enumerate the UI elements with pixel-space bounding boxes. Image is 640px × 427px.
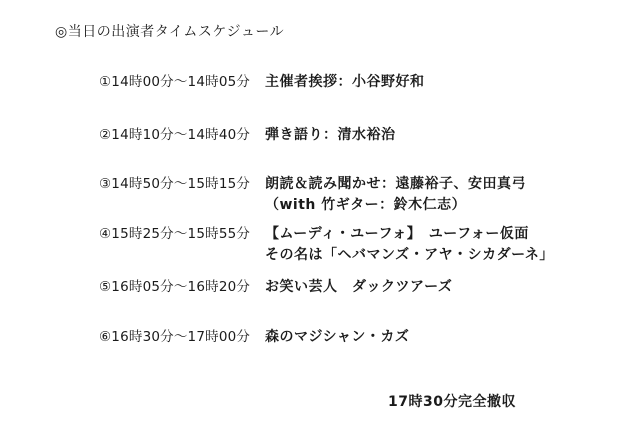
time-range: ③14時50分～15時15分 [99,176,251,192]
footer-note: 17時30分完全撤収 [388,394,516,410]
act-cell [265,174,526,216]
act-line-1: 朗読＆読み聞かせ：遠藤裕子、安田真弓 [265,176,526,192]
page-title: ◎当日の出演者タイムスケジュール [55,24,285,40]
time-range: ⑥16時30分～17時00分 [99,329,251,345]
act-cell [265,327,409,348]
time-range: ⑤16時05分～16時20分 [99,279,251,295]
act-line-1: 【ムーディ・ユーフォ】 ユーフォー仮面 [265,226,529,242]
time-range: ④15時25分～15時55分 [99,226,251,242]
act-line-1: 弾き語り：清水裕治 [265,127,396,143]
time-range: ②14時10分～14時40分 [99,127,251,143]
act-cell [265,224,554,266]
act-line-2: （with 竹ギター：鈴木仁志） [265,197,467,213]
act-cell [265,277,452,298]
time-range: ①14時00分～14時05分 [99,74,251,90]
act-line-1: お笑い芸人 ダックツアーズ [265,279,453,295]
act-line-1: 森のマジシャン・カズ [265,329,410,345]
act-cell [265,125,396,146]
act-line-2: その名は「ヘバマンズ・アヤ・シカダーネ」 [265,247,554,263]
act-cell [265,72,425,93]
act-line-1: 主催者挨拶：小谷野好和 [265,74,425,90]
